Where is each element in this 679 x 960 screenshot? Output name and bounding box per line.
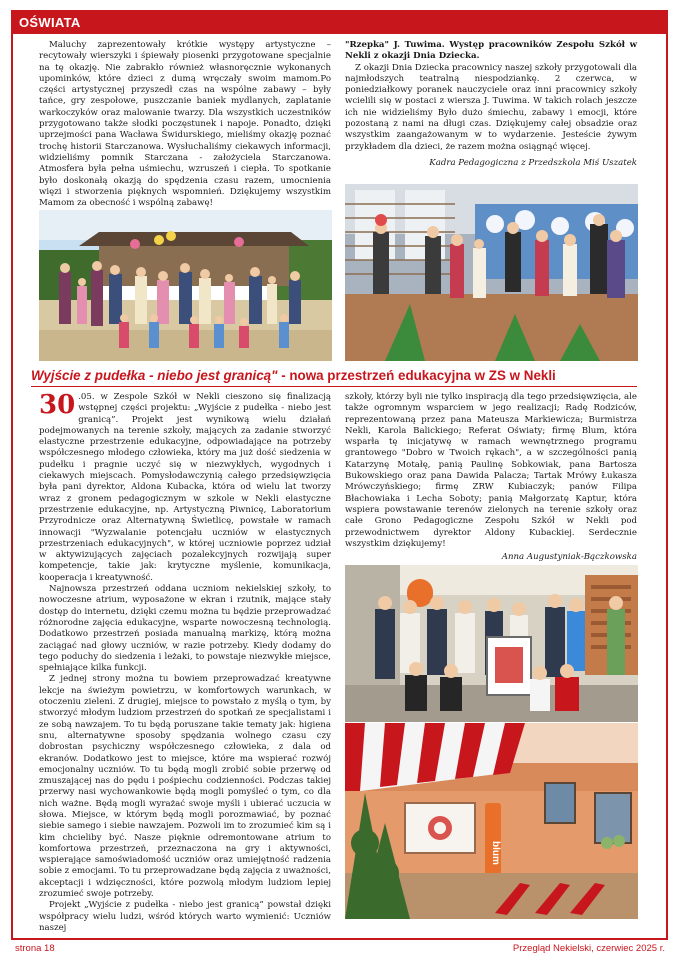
feature-dropcap: 30 (39, 390, 76, 420)
feature-paragraph: Najnowsza przestrzeń oddana uczniom nekielskiej szkoły, to nowoczesne atrium, wyposażone w ekran i rzutnik, mające stały dostęp do internetu, dzięki czemu można tu będzie przeprowadzać różnorodne zajęcia edukacyjne, wsparte nowoczesną technologią. Dodatkowo przestrzeń posiada manualną markizę, którą można zaciągać nad głowy uczniów, w razie potrzeby. Kiedy dodamy do tego poduchy do siedzenia i leżaki, to powstaje niezwykłe miejsce, spełniające kilka funkcji. (39, 584, 331, 674)
section-title: OŚWIATA (19, 15, 81, 30)
feature-paragraph: Z jednej strony można tu bowiem przeprowadzać kreatywne lekcje na świeżym powietrzu, w komfortowych warunkach, w otoczeniu zieleni. Z drugiej, miejsce to powstało z myślą o tym, by stworzyć młodym ludziom przestrzeń do spotkań ze specjalistami i ze sobą nawzajem. To tu będą poruszane takie tematy jak: higiena snu, alternatywne sposoby spędzania wolnego czasu czy dobrostan psychiczny współczesnego człowieka, z dala od ekranów. Dodatkowo jest to miejsce, które ma wspierać rozwój emocjonalny uczniów. To tu będą mogli zrobić sobie przerwę od zmuszającej nas do pędu i pośpiechu codzienności. Podczas takiej przerwy nasi wychowankowie będą mogli pomyśleć o tym, co dla nich ważne. Będą mogli wyrażać swoje myśli i ubierać uczucia w słowa. Miejsce, w którym będą mogli porozmawiać, by poznać siebie samego i siebie nawzajem. Pozwoli im to zrozumieć kim są i kim chcieliby być. Nasze pięknie odremontowane atrium to komfortowa przestrzeń, przeznaczona na gry i aktywności, wspierające samoświadomość uczniów oraz umiejętność radzenia sobie z emocjami. To tu przeprowadzane będą zajęcia z uważności, akceptacji i wdzięczności, które pozwolą młodym ludziom lepiej zrozumieć swoje potrzeby. (39, 674, 331, 900)
photo-group-with-award (345, 565, 638, 722)
footer-publication: Przegląd Nekielski, czerwiec 2025 r. (512, 943, 665, 954)
feature-headline-rest: - nowa przestrzeń edukacyjna w ZS w Nekli (277, 368, 556, 383)
footer-page-number: strona 18 (15, 943, 55, 954)
section-header (13, 12, 666, 34)
headline-divider (31, 386, 637, 387)
photo-group-award-image (345, 565, 638, 722)
article-paragraph: Maluchy zaprezentowały krótkie występy artystyczne – recytowały wierszyki i śpiewały piosenki przygotowane specjalnie na tę okazję. Nie zabrakło również własnoręcznie wykonanych upominków, które dzieci z dumą wręczały swoim mamom.Po części artystycznej przyszedł czas na wspólne zabawy – były tańce, gry zespołowe, puszczanie baniek mydlanych, zaplatanie warkoczyków oraz malowanie twarzy. Dla wszystkich uczestników przygotowano także słodki poczęstunek i napoje. Ponadto, dzięki uprzejmości pana Wacława Świdurskiego, mieliśmy okazję poznać trochę historii Starczanowa. Wysłuchaliśmy ciekawych informacji, widzieliśmy pomnik Starczana - założyciela Starczanowa. Atmosfera była pełna uśmiechu, wzruszeń i ciepła. To spotkanie było doskonałą okazją do spędzenia czasu razem, umocnienia więzi i stworzenia pięknych wspomnień. Dziękujemy wszystkim Mamom za obecność i wspólną zabawę! (39, 40, 331, 209)
article-mothers-day-text (39, 40, 331, 209)
article-paragraph: Z okazji Dnia Dziecka pracownicy naszej szkoły przygotowali dla najmłodszych teatralną niespodziankę. 2 czerwca, w poniedziałkowy poranek nauczyciele oraz inni pracownicy szkoły wcielili się w postaci z wiersza J. Tuwima. W takich rolach jeszcze ich nie widzieliśmy Było dużo śmiechu, zabawy i emocji, które pozostaną z nami na długi czas. Dziękujemy całej obsadzie oraz wszystkim zaangażowanym w to wydarzenie. Jesteście żywym przykładem dla dzieci, że razem można osiągnąć więcej. (345, 62, 637, 152)
banner-logo-text: blum (490, 841, 501, 865)
feature-paragraph: .05. w Zespole Szkół w Nekli cieszono się finalizacją wstępnej części projektu: „Wyjście z pudełka - niebo jest granicą”. Projekt jest wynikową wielu działań podejmowanych na terenie szkoły, mających za zadanie stworzyć elastyczne przestrzenie edukacyjne, odpowiadające na potrzeby współczesnego młodego człowieka, który ma już dość siedzenia w pudełku i pragnie uczyć się w niezwykłych, wygodnych i ciekawych miejscach. Pomysłodawczynią całego przedsięwzięcia była pani dyrektor, Aldona Kubacka, która od wielu lat tworzy wraz z gronem pedagogicznym w szkole w Nekli elastyczne przestrzenie edukacyjne, np. Artystyczną Piwnicę, Laboratorium Przyrodnicze oraz Alternatywną Świetlicę, powstałe w ramach innowacji "Wyzwalanie potencjału uczniów w elastycznych przestrzeniach edukacyjnych", w której uczniowie poprzez udział w aktywizujących zajęciach pozalekcyjnych rozwijają super kompetencje, takie jak: krytyczne myślenie, komunikacja, kooperacja i kreatywność. (39, 392, 331, 583)
feature-headline (31, 368, 631, 383)
photo-theater-performance (345, 184, 638, 361)
feature-column-2 (345, 392, 637, 563)
feature-paragraph: szkoły, którzy byli nie tylko inspiracją dla tego przedsięwzięcia, ale także ogromnym wsparciem w jego realizacji; Radę Rodziców, reprezentowaną przez pana Mateusza Markiewicza; Burmistrza Nekli, Karola Balickiego; Referat Oświaty; firmę Blum, która wsparła tę inicjatywę w ramach wewnętrznego programu grantowego "Dobro w Twoich rękach", a w szczególności panią Katarzynę Motałę, panią Paulinę Sobkowiak, pana Bartosza Bukowskiego oraz pana Dawida Palacza; Tartak Mrówy Łukasza Mrówczyńskiego; firmę ZRW Kubiaczyk; panów Filipa Błachowiaka i Lecha Soboty; panią Małgorzatę Kaptur, która wspiera powstawanie terenów zielonych na terenie szkoły oraz całe Grono Pedagogiczne Zespołu Szkół w Nekli pod przewodnictwem dyrektor Aldony Kubackiej. Serdecznie wszystkim dziękujemy! (345, 392, 637, 549)
feature-headline-italic: Wyjście z pudełka - niebo jest granicą" (31, 368, 278, 383)
photo-theater-image (345, 184, 638, 361)
photo-outdoor-group (39, 210, 332, 361)
article-rzepka-title: "Rzepka" J. Tuwima. Występ pracowników Zespołu Szkół w Nekli z okazji Dnia Dziecka. (345, 40, 637, 62)
feature-column-1 (39, 392, 331, 934)
feature-paragraph: Projekt „Wyjście z pudełka - niebo jest granicą” powstał dzięki współpracy wielu ludzi, wśród których warto wymienić: Uczniów naszej (39, 900, 331, 933)
article-rzepka-text (345, 40, 637, 169)
feature-signature: Anna Augustyniak-Bączkowska (501, 552, 637, 563)
photo-outdoor-group-image (39, 210, 332, 361)
photo-atrium-image (345, 723, 638, 919)
article-signature: Kadra Pedagogiczna z Przedszkola Miś Uszatek (429, 157, 637, 168)
photo-atrium (345, 723, 638, 919)
